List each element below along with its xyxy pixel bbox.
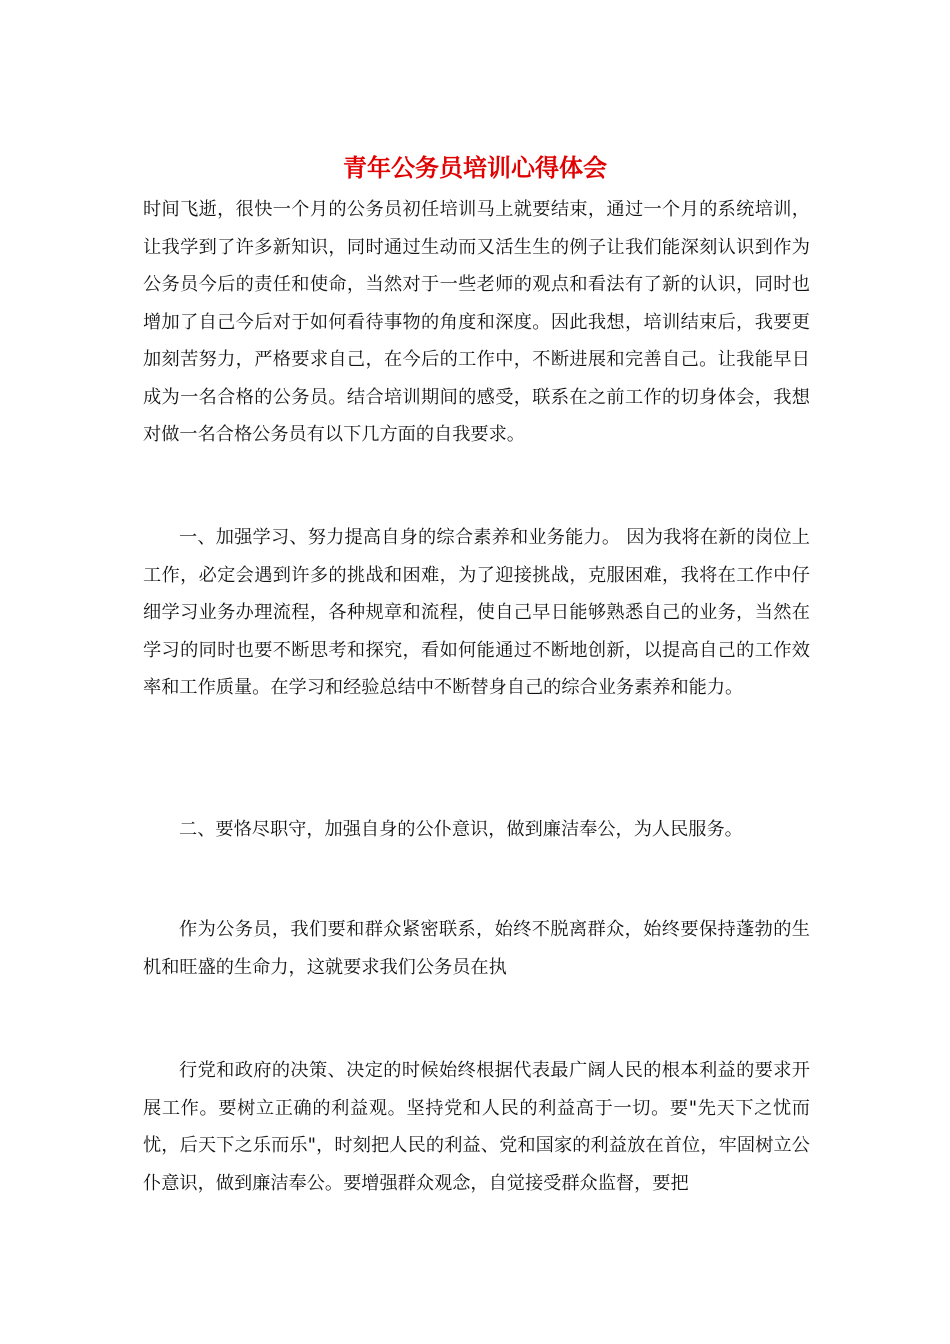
paragraph-point-one: 一、加强学习、努力提高自身的综合素养和业务能力。 因为我将在新的岗位上工作，必定会遇到许多的挑战和困难，为了迎接挑战，克服困难，我将在工作中仔细学习业务办理流程，各种规章和流程，使自己早日能够熟悉自己的业务，当然在学习的同时也要不断思考和探究，看如何能通过不断地创新，以提高自己的工作效率和工作质量。在学习和经验总结中不断替身自己的综合业务素养和能力。 xyxy=(143,527,810,698)
paragraph-public-servant: 作为公务员，我们要和群众紧密联系，始终不脱离群众，始终要保持蓬勃的生机和旺盛的生命力，这就要求我们公务员在执 xyxy=(143,919,810,978)
paragraph-policy: 行党和政府的决策、决定的时候始终根据代表最广阔人民的根本利益的要求开展工作。要树立正确的利益观。坚持党和人民的利益高于一切。要"先天下之忧而忧，后天下之乐而乐"，时刻把人民的利益、党和国家的利益放在首位，牢固树立公仆意识，做到廉洁奉公。要增强群众观念，自觉接受群众监督，要把 xyxy=(143,1060,810,1194)
paragraph-intro: 时间飞逝，很快一个月的公务员初任培训马上就要结束，通过一个月的系统培训，让我学到了许多新知识，同时通过生动而又活生生的例子让我们能深刻认识到作为公务员今后的责任和使命，当然对于一些老师的观点和看法有了新的认识，同时也增加了自己今后对于如何看待事物的角度和深度。因此我想，培训结束后，我要更加刻苦努力，严格要求自己，在今后的工作中，不断进展和完善自己。让我能早日成为一名合格的公务员。结合培训期间的感受，联系在之前工作的切身体会，我想对做一名合格公务员有以下几方面的自我要求。 xyxy=(143,199,810,445)
paragraph-point-two: 二、要恪尽职守，加强自身的公仆意识，做到廉洁奉公，为人民服务。 xyxy=(179,819,743,840)
document-title: 青年公务员培训心得体会 xyxy=(343,154,607,182)
